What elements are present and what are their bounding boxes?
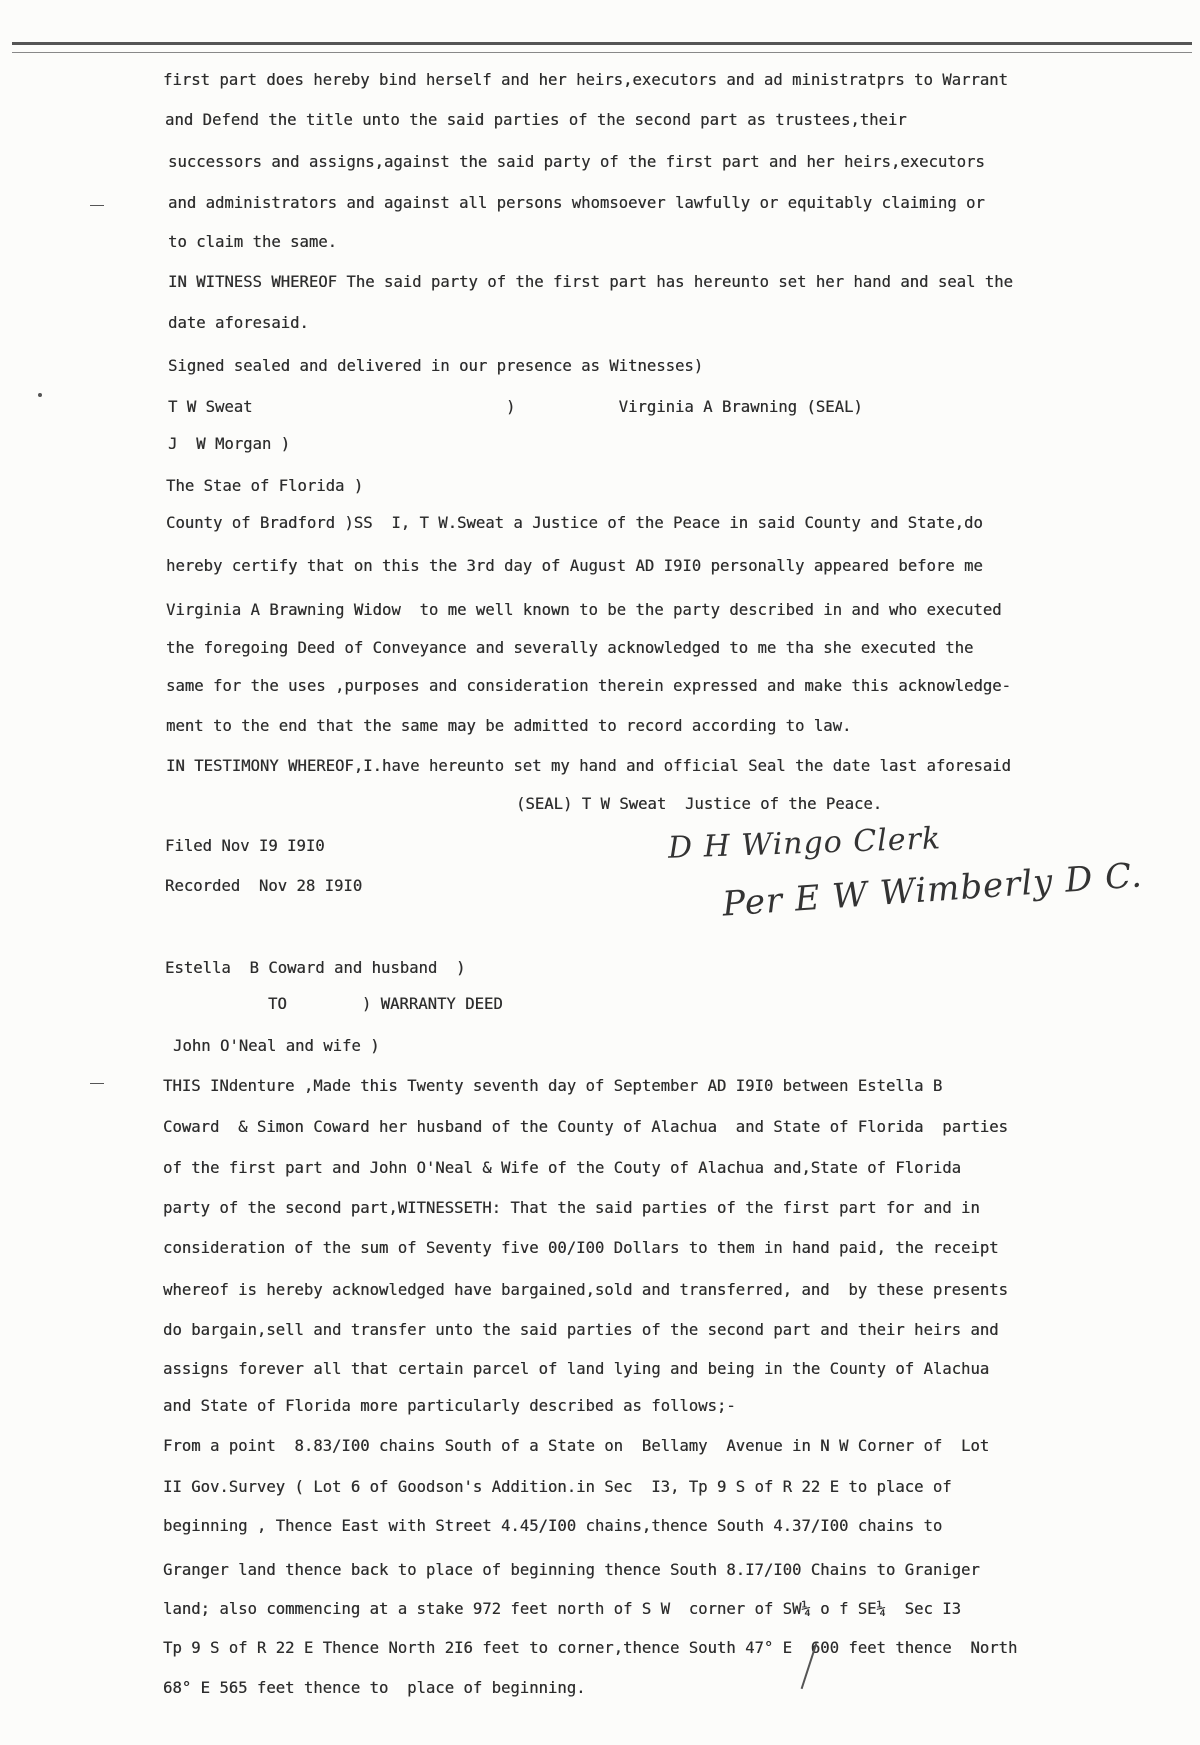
- text-line: date aforesaid.: [168, 314, 309, 332]
- text-line: (SEAL) T W Sweat Justice of the Peace.: [516, 795, 883, 813]
- top-rule-thin: [12, 52, 1192, 53]
- margin-tick: [90, 1083, 104, 1084]
- text-line: beginning , Thence East with Street 4.45/I00 chains,thence South 4.37/I00 chains to: [163, 1517, 943, 1535]
- text-line: the foregoing Deed of Conveyance and severally acknowledged to me tha she executed the: [166, 639, 974, 657]
- text-line: ment to the end that the same may be admitted to record according to law.: [166, 717, 852, 735]
- text-line: consideration of the sum of Seventy five 00/I00 Dollars to them in hand paid, the receipt: [163, 1239, 999, 1257]
- text-line: same for the uses ,purposes and consideration therein expressed and make this acknowledge-: [166, 677, 1011, 695]
- deputy-clerk-signature: Per E W Wimberly D C.: [721, 855, 1144, 925]
- text-line: From a point 8.83/I00 chains South of a State on Bellamy Avenue in N W Corner of Lot: [163, 1437, 990, 1455]
- text-line: IN TESTIMONY WHEREOF,I.have hereunto set my hand and official Seal the date last aforesaid: [166, 757, 1011, 775]
- text-line: J W Morgan ): [168, 435, 291, 453]
- text-line: party of the second part,WITNESSETH: That the said parties of the first part for and in: [163, 1199, 980, 1217]
- text-line: The Stae of Florida ): [166, 477, 364, 495]
- text-line: TO ) WARRANTY DEED: [268, 995, 503, 1013]
- clerk-signature: D H Wingo Clerk: [667, 821, 942, 866]
- text-line: Tp 9 S of R 22 E Thence North 2I6 feet to corner,thence South 47° E 600 feet thence North: [163, 1639, 1018, 1657]
- text-line: and Defend the title unto the said parties of the second part as trustees,their: [165, 111, 907, 129]
- text-line: of the first part and John O'Neal & Wife of the Couty of Alachua and,State of Florida: [163, 1159, 961, 1177]
- text-line: and administrators and against all persons whomsoever lawfully or equitably claiming or: [168, 194, 985, 212]
- text-line: IN WITNESS WHEREOF The said party of the first part has hereunto set her hand and seal the: [168, 273, 1013, 291]
- text-line: successors and assigns,against the said party of the first part and her heirs,executors: [168, 153, 985, 171]
- text-line: II Gov.Survey ( Lot 6 of Goodson's Addition.in Sec I3, Tp 9 S of R 22 E to place of: [163, 1478, 952, 1496]
- top-rule: [12, 42, 1192, 45]
- text-line: assigns forever all that certain parcel of land lying and being in the County of Alachua: [163, 1360, 990, 1378]
- text-line: to claim the same.: [168, 233, 337, 251]
- text-line: 68° E 565 feet thence to place of beginning.: [163, 1679, 586, 1697]
- text-line: Granger land thence back to place of beginning thence South 8.I7/I00 Chains to Graniger: [163, 1561, 980, 1579]
- text-line: County of Bradford )SS I, T W.Sweat a Justice of the Peace in said County and State,do: [166, 514, 983, 532]
- text-line: Filed Nov I9 I9I0: [165, 837, 325, 855]
- text-line: John O'Neal and wife ): [173, 1037, 380, 1055]
- margin-tick: [90, 205, 104, 206]
- text-line: and State of Florida more particularly described as follows;-: [163, 1397, 736, 1415]
- text-line: Virginia A Brawning Widow to me well known to be the party described in and who executed: [166, 601, 1002, 619]
- text-line: Coward & Simon Coward her husband of the County of Alachua and State of Florida parties: [163, 1118, 1008, 1136]
- text-line: first part does hereby bind herself and her heirs,executors and ad ministratprs to Warrant: [163, 71, 1008, 89]
- text-line: Signed sealed and delivered in our presence as Witnesses): [168, 357, 704, 375]
- margin-dot: [38, 393, 42, 397]
- text-line: whereof is hereby acknowledged have bargained,sold and transferred, and by these presents: [163, 1281, 1008, 1299]
- text-line: do bargain,sell and transfer unto the said parties of the second part and their heirs and: [163, 1321, 999, 1339]
- text-line: land; also commencing at a stake 972 feet north of S W corner of SW¼ o f SE¼ Sec I3: [163, 1600, 961, 1618]
- text-line: T W Sweat ) Virginia A Brawning (SEAL): [168, 398, 863, 416]
- text-line: THIS INdenture ,Made this Twenty seventh day of September AD I9I0 between Estella B: [163, 1077, 943, 1095]
- text-line: hereby certify that on this the 3rd day of August AD I9I0 personally appeared before me: [166, 557, 983, 575]
- text-line: Recorded Nov 28 I9I0: [165, 877, 363, 895]
- text-line: Estella B Coward and husband ): [165, 959, 466, 977]
